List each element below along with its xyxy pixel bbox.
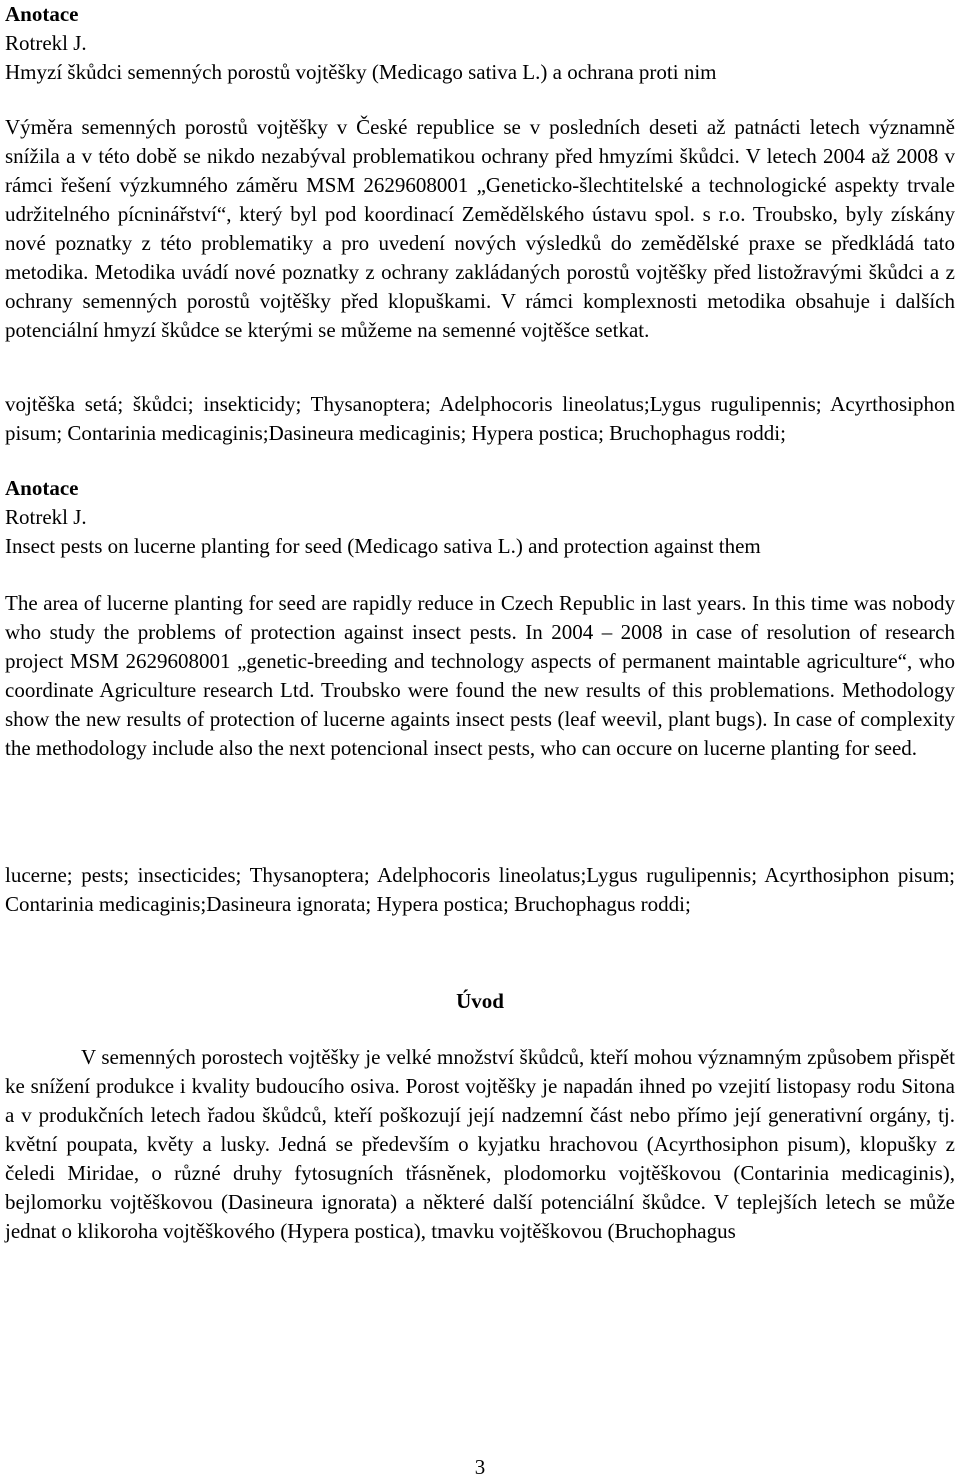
keywords-en: lucerne; pests; insecticides; Thysanoptera; Adelphocoris lineolatus;Lygus rugulipennis; Acyrthosiphon pisum; Contarinia medicaginis;Dasineura ignorata; Hypera postica; Bruchophagus roddi;: [5, 863, 955, 916]
title-en: Insect pests on lucerne planting for seed (Medicago sativa L.) and protection against them: [5, 534, 761, 558]
czech-annotation-header: [5, 0, 955, 87]
english-annotation-header: [5, 474, 955, 561]
anotace-heading-en: Anotace: [5, 476, 79, 500]
keywords-cz: vojtěška setá; škůdci; insekticidy; Thysanoptera; Adelphocoris lineolatus;Lygus rugulipennis; Acyrthosiphon pisum; Contarinia medicaginis;Dasineura medicaginis; Hypera postica; Bruchophagus roddi;: [5, 392, 955, 445]
anotace-heading-cz: Anotace: [5, 2, 79, 26]
page-number: 3: [474, 1455, 486, 1479]
abstract-cz: Výměra semenných porostů vojtěšky v České republice se v posledních deseti až patnácti letech významně snížila a v této době se nikdo nezabýval problematikou ochrany před hmyzími škůdci. V letech 2004 až 2008 v rámci řešení výzkumného záměru MSM 2629608001 „Geneticko-šlechtitelské a technologické aspekty trvale udržitelného pícninářství“, který byl pod koordinací Zemědělského ústavu spol. s r.o. Troubsko, byly získány nové poznatky z této problematiky a pro uvedení nových výsledků do zemědělské praxe se předkládá tato metodika. Metodika uvádí nové poznatky z ochrany zakládaných porostů vojtěšky před listožravými škůdci a z ochrany semenných porostů vojtěšky před klopuškami. V rámci komplexnosti metodika obsahuje i dalších potenciální hmyzí škůdce se kterými se můžeme na semenné vojtěšce setkat.: [5, 115, 955, 342]
uvod-heading: Úvod: [456, 989, 504, 1013]
document-page: [5, 0, 955, 1246]
uvod-paragraph: V semenných porostech vojtěšky je velké množství škůdců, kteří mohou významným způsobem přispět ke snížení produkce i kvality budoucího osiva. Porost vojtěšky je napadán ihned po vzejití listopasy rodu Sitona a v produkčních letech řadou škůdců, kteří poškozují její nadzemní část nebo přímo její generativní orgány, tj. květní poupata, květy a lusky. Jedná se především o kyjatku hrachovou (Acyrthosiphon pisum), klopušky z čeledi Miridae, o různé druhy fytosugních třásněnek, plodomorku vojtěškovou (Contarinia medicaginis), bejlomorku vojtěškovou (Dasineura ignorata) a některé další potenciální škůdce. V teplejších letech se může jednat o klikoroha vojtěškového (Hypera postica), tmavku vojtěškovou (Bruchophagus: [5, 1045, 955, 1243]
author-en: Rotrekl J.: [5, 505, 87, 529]
author-cz: Rotrekl J.: [5, 31, 87, 55]
title-cz: Hmyzí škůdci semenných porostů vojtěšky (Medicago sativa L.) a ochrana proti nim: [5, 60, 717, 84]
abstract-en: The area of lucerne planting for seed are rapidly reduce in Czech Republic in last years. In this time was nobody who study the problems of protection against insect pests. In 2004 – 2008 in case of resolution of research project MSM 2629608001 „genetic-breeding and technology aspects of permanent maintable agriculture“, who coordinate Agriculture research Ltd. Troubsko were found the new results of this problemations. Methodology show the new results of protection of lucerne againts insect pests (leaf weevil, plant bugs). In case of complexity the methodology include also the next potencional insect pests, who can occure on lucerne planting for seed.: [5, 591, 955, 760]
